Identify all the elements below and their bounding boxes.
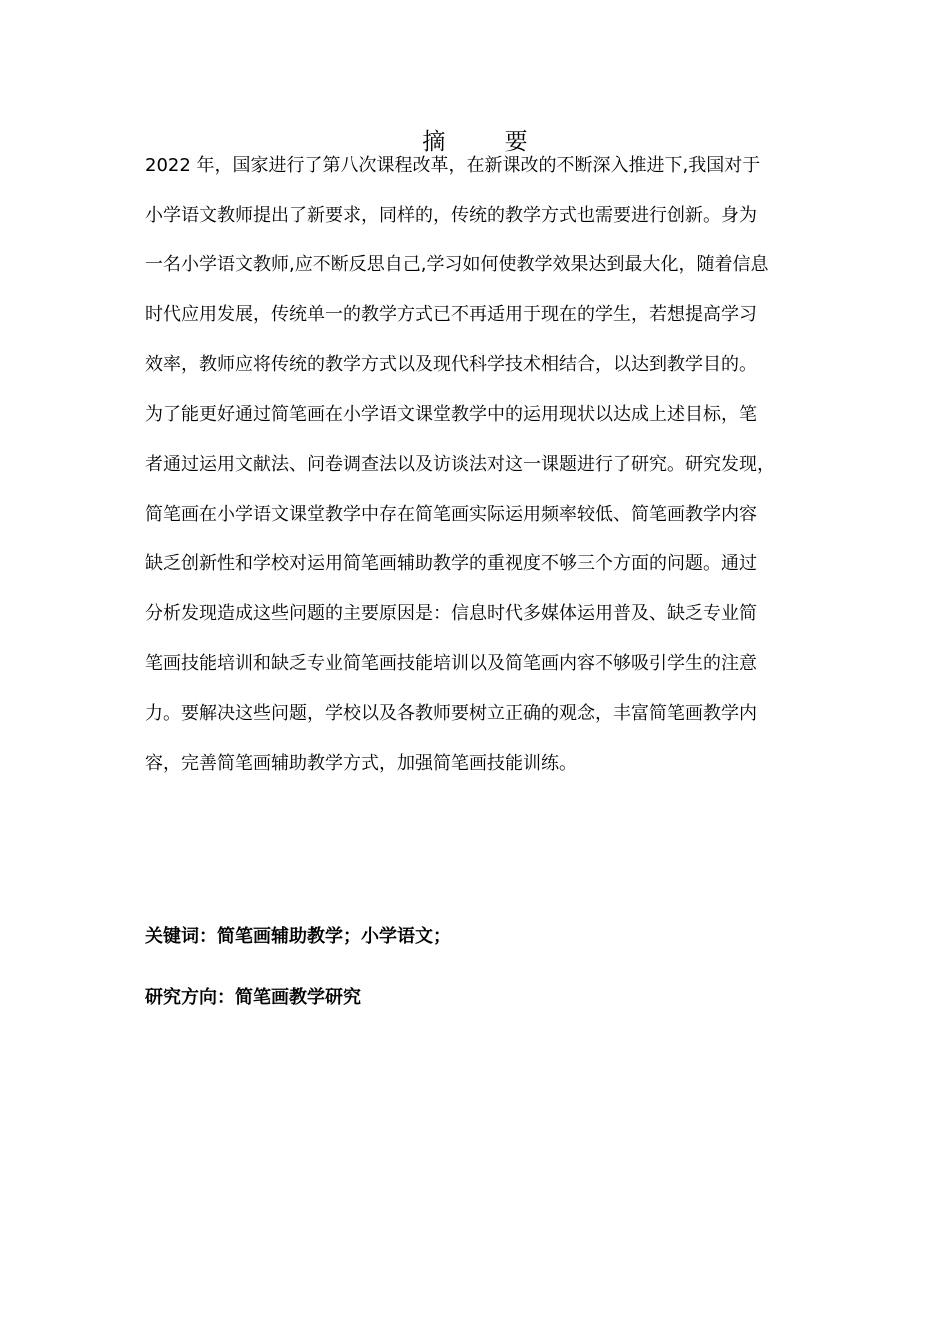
keywords-line: 关键词：简笔画辅助教学；小学语文； [145, 926, 451, 947]
abstract-line: 为了能更好通过简笔画在小学语文课堂教学中的运用现状以达成上述目标，笔 [145, 404, 757, 425]
abstract-line: 2022 年，国家进行了第八次课程改革，在新课改的不断深入推进下,我国对于 [145, 155, 761, 176]
abstract-line: 分析发现造成这些问题的主要原因是：信息时代多媒体运用普及、缺乏专业简 [145, 603, 757, 624]
research-direction-line: 研究方向：简笔画教学研究 [145, 987, 361, 1008]
abstract-line: 一名小学语文教师,应不断反思自己,学习如何使教学效果达到最大化，随着信息 [145, 254, 769, 275]
abstract-line: 容，完善简笔画辅助教学方式，加强简笔画技能训练。 [145, 753, 577, 774]
abstract-line: 力。要解决这些问题，学校以及各教师要树立正确的观念，丰富简笔画教学内 [145, 703, 757, 724]
abstract-line: 简笔画在小学语文课堂教学中存在简笔画实际运用频率较低、简笔画教学内容 [145, 504, 757, 525]
abstract-line: 小学语文教师提出了新要求，同样的，传统的教学方式也需要进行创新。身为 [145, 205, 757, 226]
abstract-line: 时代应用发展，传统单一的教学方式已不再适用于现在的学生，若想提高学习 [145, 304, 757, 325]
abstract-line: 者通过运用文献法、问卷调查法以及访谈法对这一课题进行了研究。研究发现， [145, 454, 775, 475]
abstract-line: 笔画技能培训和缺乏专业简笔画技能培训以及简笔画内容不够吸引学生的注意 [145, 653, 757, 674]
abstract-line: 效率，教师应将传统的教学方式以及现代科学技术相结合，以达到教学目的。 [145, 354, 757, 375]
abstract-title: 摘 要 [422, 129, 554, 155]
abstract-line: 缺乏创新性和学校对运用简笔画辅助教学的重视度不够三个方面的问题。通过 [145, 553, 757, 574]
